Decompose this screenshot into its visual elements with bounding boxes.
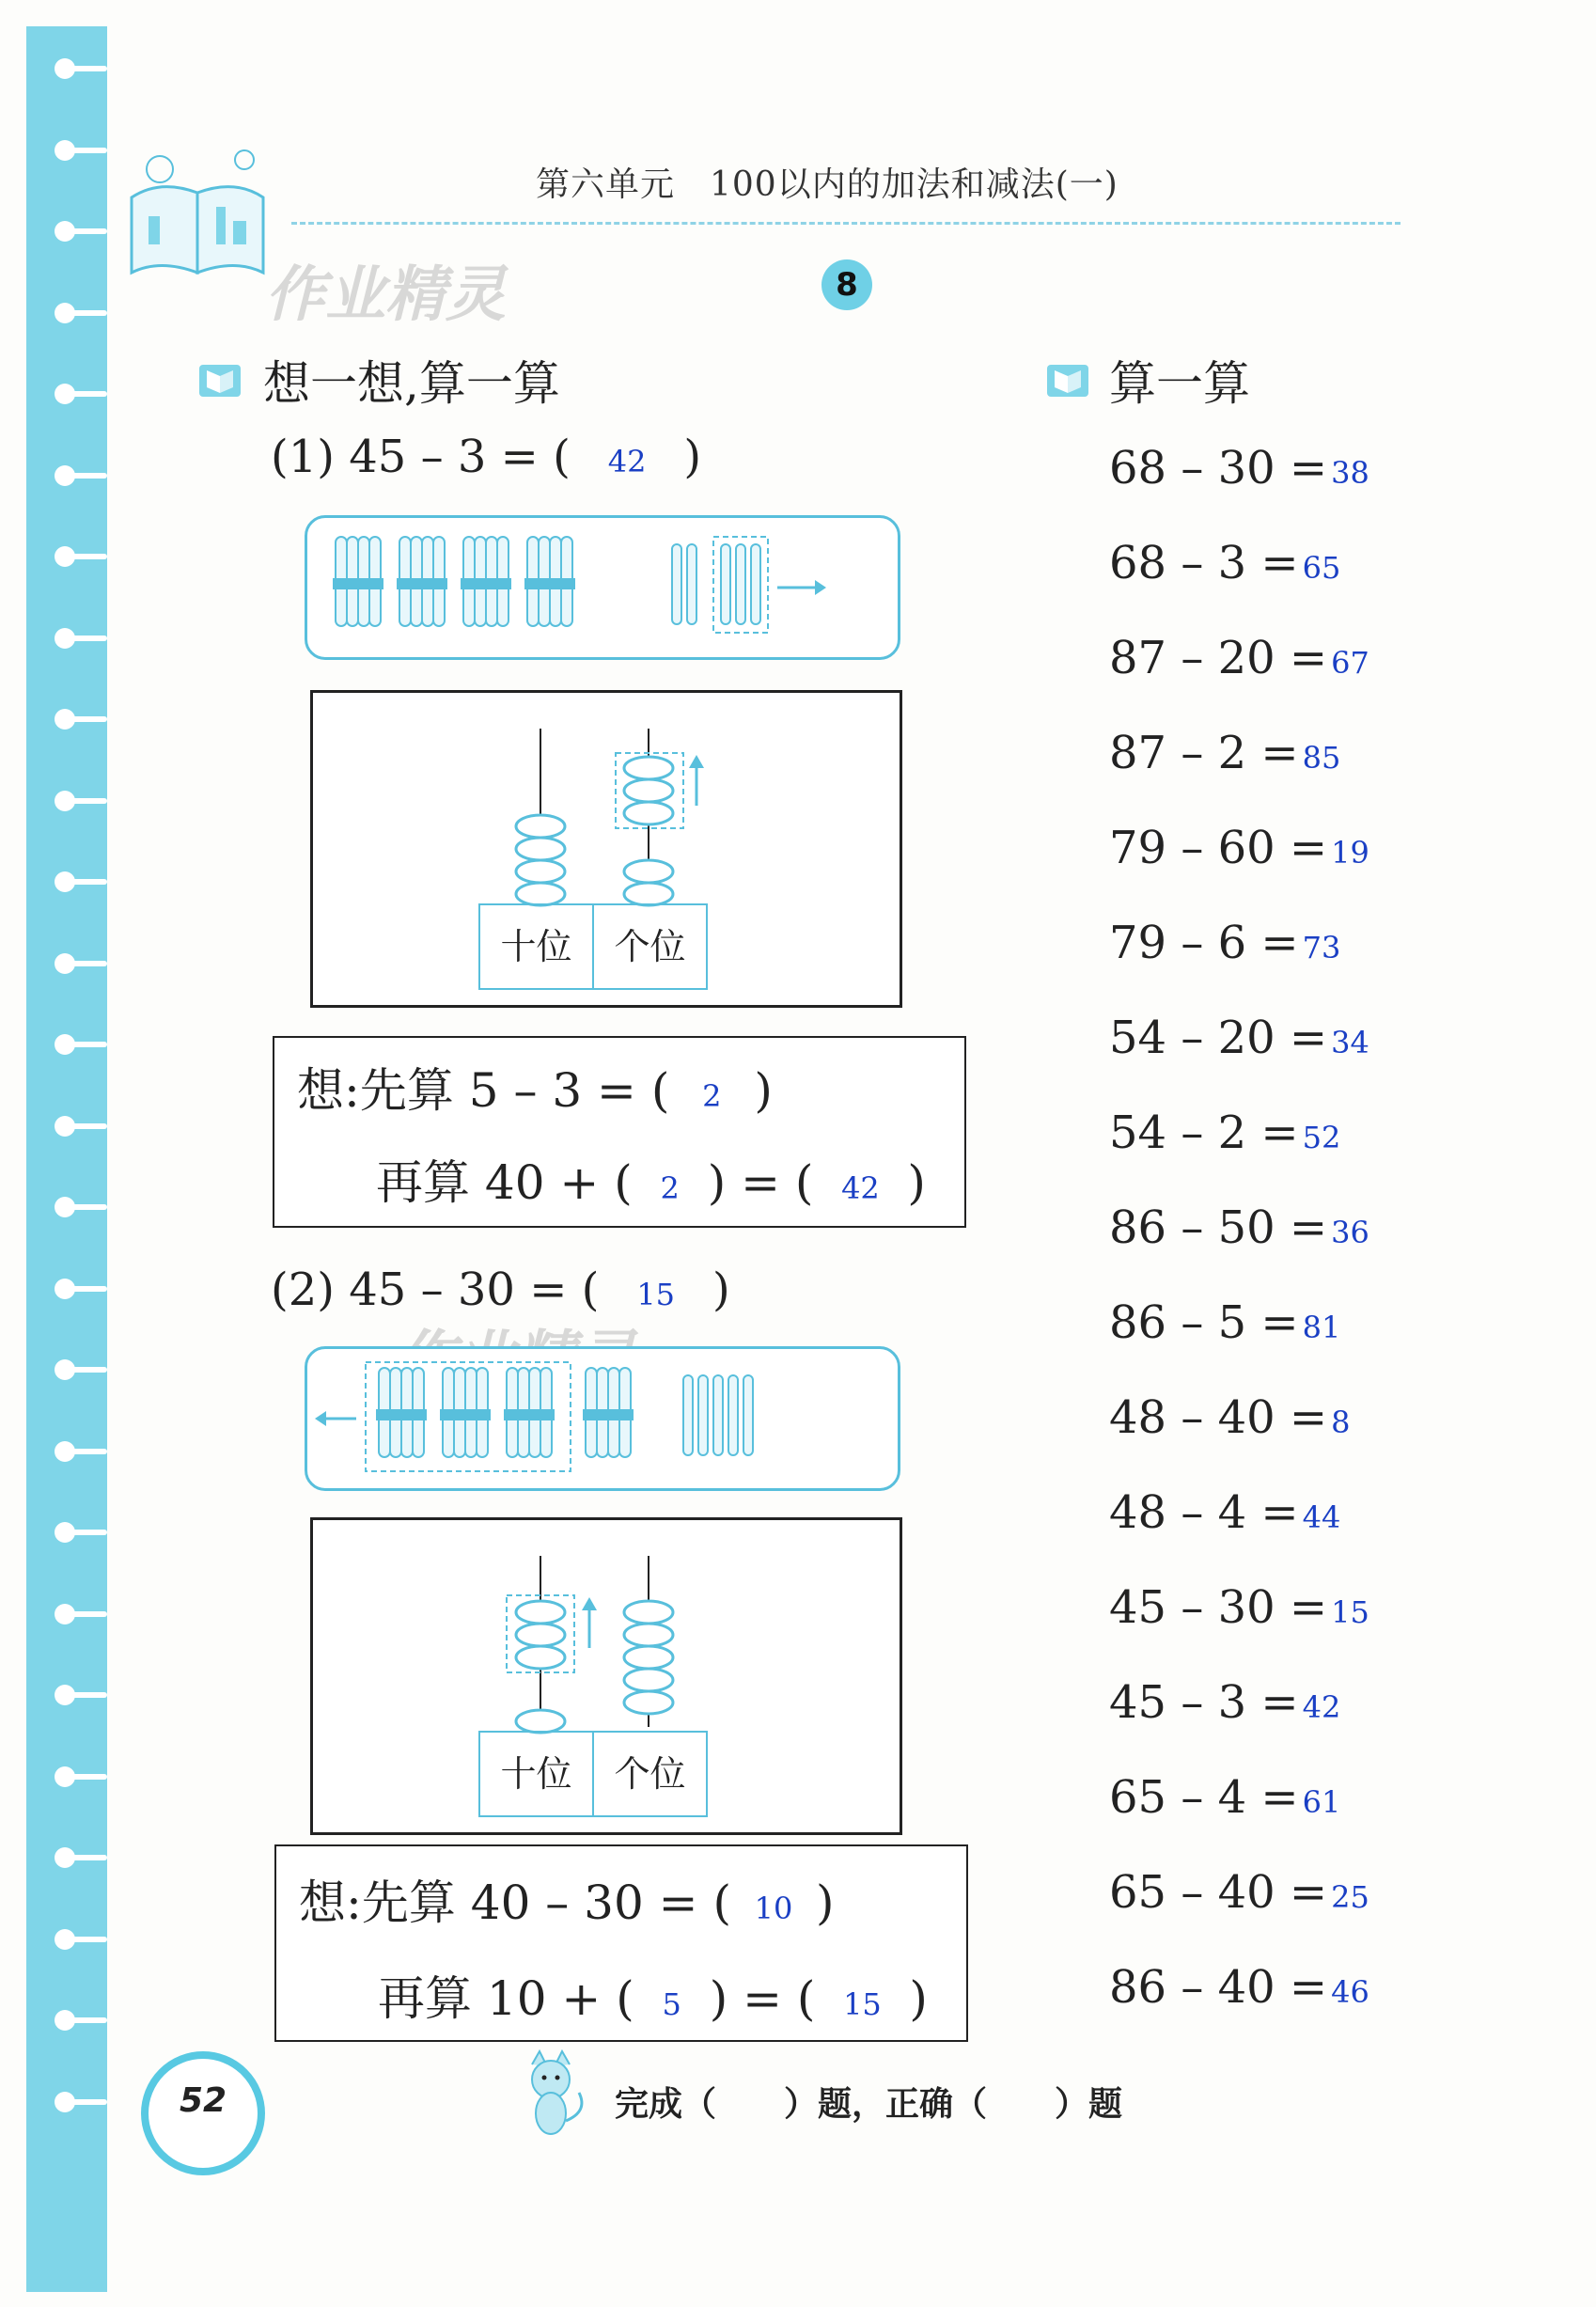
step-2-answer-a: 5 [662,1986,681,2022]
calc-answer: 38 [1331,455,1369,491]
binding-hole [55,1604,75,1624]
calc-item [1109,917,1340,969]
binding-hole [55,1197,75,1217]
place-value-table [478,903,708,990]
step-2-answer-a: 2 [660,1170,680,1206]
calc-answer: 52 [1302,1120,1341,1155]
binding-hole [55,221,75,242]
calc-question: 79 – 6 = [1109,917,1299,969]
binding-hole [55,709,75,730]
completion-status: 完成（ ）题，正确（ ）题 [615,2085,1123,2124]
step-1-answer: 10 [754,1891,793,1926]
calc-item [1109,1106,1340,1159]
calc-answer: 61 [1302,1784,1341,1820]
left-section-title: 想一想,算一算 [263,356,560,411]
think-step-2: 再算 40 + ( 2 ) = ( 42 ) [376,1155,926,1210]
binding-hole [55,1929,75,1950]
binding-hole [55,1441,75,1462]
calc-item [1109,822,1369,874]
ones-place-label: 个位 [614,1753,686,1795]
calc-item [1109,727,1340,779]
binding-hole [55,871,75,892]
think-box-1 [273,1036,966,1228]
sticks-panel-2 [305,1346,900,1491]
calc-item [1109,1866,1369,1919]
step-2-answer-b: 42 [841,1170,880,1206]
calc-question: 48 – 40 = [1109,1391,1328,1444]
calc-answer: 34 [1331,1025,1369,1060]
calc-answer: 44 [1302,1499,1341,1535]
binding-hole [55,791,75,811]
binding-hole [55,465,75,486]
calc-answer: 85 [1302,740,1341,776]
calc-item [1109,632,1369,684]
think-step-2: 再算 10 + ( 5 ) = ( 15 ) [378,1971,928,2026]
calc-question: 86 – 50 = [1109,1201,1328,1254]
binding-hole [55,628,75,649]
think-box-2 [274,1844,968,2042]
binding-strip [26,26,107,2292]
binding-hole [55,1522,75,1543]
problem-1-equation: (1) 45 – 3 = ( 42 ) [271,431,702,483]
calc-question: 86 – 40 = [1109,1961,1328,2014]
tens-place-label: 十位 [480,905,594,988]
calc-answer: 73 [1302,930,1341,965]
calc-question: 87 – 20 = [1109,632,1328,684]
calc-question: 48 – 4 = [1109,1486,1299,1539]
tens-place-label: 十位 [480,1733,594,1815]
watermark: 作业精灵 [265,260,506,330]
calc-answer: 8 [1331,1405,1351,1440]
binding-hole [55,1359,75,1380]
header-divider [291,222,1400,225]
calc-answer: 15 [1331,1594,1369,1630]
lesson-number-badge: 8 [821,259,872,310]
think-step-1: 想:先算 5 – 3 = ( 2 ) [297,1063,773,1118]
sticks-panel-1 [305,515,900,660]
problem-2-answer: 15 [636,1277,676,1312]
calc-item [1109,1486,1340,1539]
binding-hole [55,140,75,161]
place-value-table [478,1731,708,1817]
calc-question: 68 – 30 = [1109,442,1328,494]
right-section-title: 算一算 [1109,356,1250,411]
calc-answer: 42 [1302,1689,1341,1725]
binding-hole [55,384,75,404]
calc-question: 54 – 2 = [1109,1106,1299,1159]
abacus-panel-1 [310,690,902,1008]
binding-hole [55,546,75,567]
abacus-panel-2 [310,1517,902,1835]
calc-question: 65 – 40 = [1109,1866,1328,1919]
calc-question: 87 – 2 = [1109,727,1299,779]
calc-answer: 25 [1331,1879,1369,1915]
binding-hole [55,1279,75,1299]
binding-hole [55,2010,75,2031]
calc-answer: 81 [1302,1310,1341,1345]
bundles-of-sticks-icon [307,1349,898,1488]
bundles-of-sticks-icon [307,518,898,657]
calc-item [1109,1581,1369,1634]
page-number: 52 [179,2081,227,2120]
problem-1-answer: 42 [607,444,647,479]
binding-hole [55,1116,75,1137]
calc-item [1109,1201,1369,1254]
unit-title: 第六单元 100以内的加法和减法(一) [536,165,1119,204]
binding-hole [55,1685,75,1705]
binding-hole [55,1766,75,1787]
think-step-1: 想:先算 40 – 30 = ( 10 ) [299,1875,835,1930]
calc-question: 68 – 3 = [1109,537,1299,589]
calc-item [1109,1771,1340,1824]
calc-item [1109,537,1340,589]
binding-hole [55,58,75,79]
calc-answer: 67 [1331,645,1369,681]
section-book-icon [1045,359,1090,400]
calc-item [1109,442,1369,494]
calc-question: 45 – 30 = [1109,1581,1328,1634]
calc-item [1109,1296,1340,1349]
calc-question: 54 – 20 = [1109,1012,1328,1064]
binding-hole [55,2092,75,2112]
binding-hole [55,303,75,323]
section-book-icon [197,359,243,400]
calc-item [1109,1676,1340,1729]
calc-item [1109,1012,1369,1064]
calc-answer: 19 [1331,835,1369,871]
calc-question: 79 – 60 = [1109,822,1328,874]
calc-question: 86 – 5 = [1109,1296,1299,1349]
calc-question: 45 – 3 = [1109,1676,1299,1729]
step-1-answer: 2 [702,1078,722,1114]
calc-answer: 46 [1331,1974,1369,2010]
calc-answer: 65 [1302,550,1341,586]
problem-2-equation: (2) 45 – 30 = ( 15 ) [271,1263,730,1316]
binding-hole [55,1847,75,1868]
calc-question: 65 – 4 = [1109,1771,1299,1824]
binding-hole [55,953,75,974]
calc-item [1109,1961,1369,2014]
cat-icon [504,2046,598,2140]
calc-answer: 36 [1331,1215,1369,1250]
book-illustration-icon [122,141,273,282]
step-2-answer-b: 15 [843,1986,882,2022]
ones-place-label: 个位 [614,926,686,967]
binding-hole [55,1034,75,1055]
calc-item [1109,1391,1351,1444]
